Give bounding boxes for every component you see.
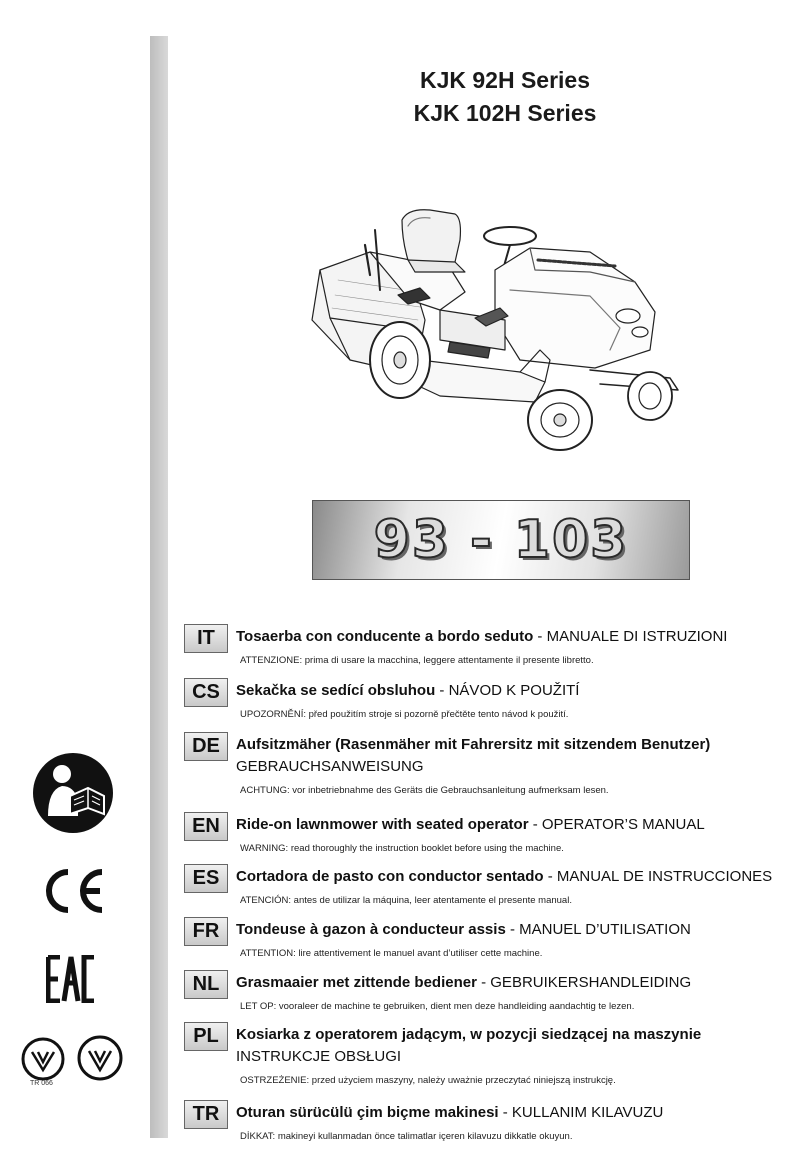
mower-illustration <box>290 200 690 470</box>
lang-code: PL <box>184 1022 228 1051</box>
lang-entry-cs <box>184 676 794 730</box>
lang-title-bold: Ride-on lawnmower with seated operator <box>236 816 529 833</box>
lang-entry-it <box>184 622 794 676</box>
title-block <box>330 64 680 130</box>
lang-manual: - KULLANIM KILAVUZU <box>498 1104 664 1121</box>
lang-title <box>236 730 794 778</box>
lang-title-bold: Cortadora de pasto con conductor sentado <box>236 868 544 885</box>
lang-warning: ATTENZIONE: prima di usare la macchina, leggere attentamente il presente libretto. <box>240 655 594 666</box>
lang-entry-nl <box>184 968 794 1020</box>
lang-title <box>236 676 794 702</box>
lang-title-bold: Oturan sürücülü çim biçme makinesi <box>236 1104 499 1121</box>
lang-code: ES <box>184 864 228 893</box>
lang-code: FR <box>184 917 228 946</box>
lang-code: IT <box>184 624 228 653</box>
lang-warning: WARNING: read thoroughly the instruction booklet before using the machine. <box>240 843 564 854</box>
tr-label: TR 066 <box>30 1080 53 1087</box>
lang-code: TR <box>184 1100 228 1129</box>
lang-title <box>236 810 794 836</box>
lang-title-bold: Tondeuse à gazon à conducteur assis <box>236 921 506 938</box>
lang-manual: - MANUEL D’UTILISATION <box>505 921 691 938</box>
lang-code: NL <box>184 970 228 999</box>
lang-title <box>236 1020 794 1068</box>
lang-entry-de <box>184 730 794 810</box>
lang-warning: ATENCIÓN: antes de utilizar la máquina, leer atentamente el presente manual. <box>240 895 572 906</box>
lang-warning: DİKKAT: makineyi kullanmadan önce talimatlar içeren kilavuzu dikkatle okuyun. <box>240 1131 573 1142</box>
lang-title-bold: Sekačka se sedící obsluhou <box>236 682 436 699</box>
model-badge-text: 93 - 103 <box>373 510 629 570</box>
title-line-1: KJK 92H Series <box>419 67 591 93</box>
lang-manual: - MANUALE DI ISTRUZIONI <box>533 628 728 645</box>
lang-manual: INSTRUKCJE OBSŁUGI <box>236 1048 402 1065</box>
lang-warning: ATTENTION: lire attentivement le manuel avant d’utiliser cette machine. <box>240 948 543 959</box>
lang-entry-pl <box>184 1020 794 1098</box>
lang-warning: UPOZORNĚNÍ: před použitím stroje si pozorně přečtěte tento návod k použití. <box>240 709 569 720</box>
lang-title-bold: Tosaerba con conducente a bordo seduto <box>236 628 534 645</box>
lang-code: EN <box>184 812 228 841</box>
title-line-2: KJK 102H Series <box>413 100 597 126</box>
lang-title <box>236 968 794 994</box>
lang-warning: ACHTUNG: vor inbetriebnahme des Geräts die Gebrauchsanleitung aufmerksam lesen. <box>240 785 609 796</box>
lang-warning: LET OP: vooraleer de machine te gebruiken, dient men deze handleiding aandachtig te lezen. <box>240 1001 635 1012</box>
lang-manual: GEBRAUCHSANWEISUNG <box>236 758 424 775</box>
lang-entry-tr <box>184 1098 794 1150</box>
read-manual-icon <box>32 752 114 834</box>
conformity-mark-icon <box>20 1036 66 1082</box>
lang-title-bold: Grasmaaier met zittende bediener <box>236 974 477 991</box>
lang-manual: - OPERATOR’S MANUAL <box>528 816 705 833</box>
lang-title <box>236 622 794 648</box>
model-badge <box>312 500 690 580</box>
lang-title-bold: Kosiarka z operatorem jadącym, w pozycji siedzącej na maszynie <box>236 1026 702 1043</box>
lang-title <box>236 1098 794 1124</box>
conformity-mark-icon-2 <box>76 1034 124 1082</box>
lang-entry-es <box>184 862 794 915</box>
lang-entry-en <box>184 810 794 862</box>
ce-mark-icon <box>38 866 108 916</box>
lang-title-bold: Aufsitzmäher (Rasenmäher mit Fahrersitz mit sitzendem Benutzer) <box>236 736 711 753</box>
lang-title <box>236 915 794 941</box>
lang-code: CS <box>184 678 228 707</box>
left-gray-bar <box>150 36 168 1138</box>
lang-manual: - NÁVOD K POUŽITÍ <box>435 682 580 699</box>
lang-title <box>236 862 794 888</box>
lang-code: DE <box>184 732 228 761</box>
lang-entry-fr <box>184 915 794 968</box>
eac-mark-icon <box>46 955 96 1003</box>
lang-manual: - GEBRUIKERSHANDLEIDING <box>476 974 692 991</box>
lang-warning: OSTRZEŻENIE: przed użyciem maszyny, należy uważnie przeczytać niniejszą instrukcję. <box>240 1075 616 1086</box>
lang-manual: - MANUAL DE INSTRUCCIONES <box>543 868 773 885</box>
language-list <box>184 622 794 1150</box>
